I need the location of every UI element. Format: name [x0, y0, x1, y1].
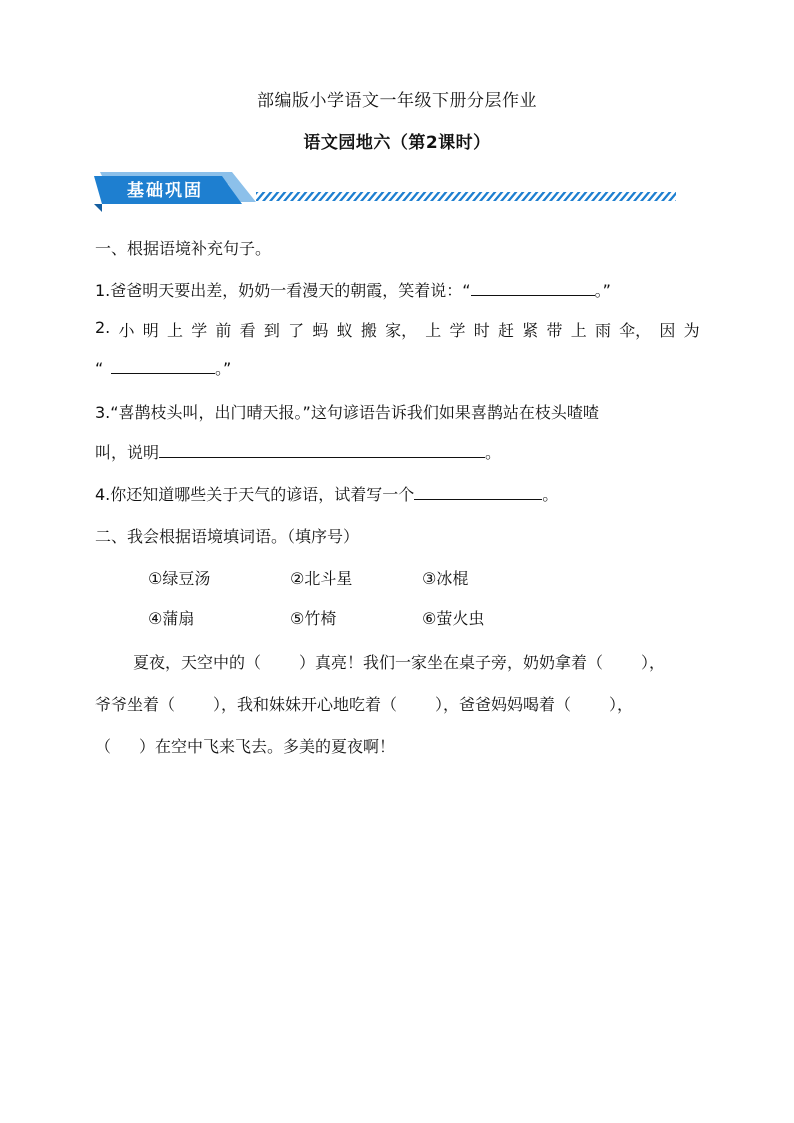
- question-2-char: 赶: [498, 321, 515, 340]
- question-4-end: 。: [542, 485, 559, 504]
- passage-text: ），爸爸妈妈喝着（: [435, 695, 572, 714]
- question-4: [95, 482, 558, 505]
- question-2-char: 雨: [594, 321, 611, 340]
- section2-heading: 二、我会根据语境填词语。（填序号）: [95, 527, 360, 546]
- answer-blank-1[interactable]: [471, 281, 595, 296]
- passage-text: ）真亮！我们一家坐在桌子旁，奶奶拿着（: [299, 653, 604, 672]
- question-2-line1: [95, 318, 700, 341]
- question-3-end: 。: [485, 443, 502, 462]
- option-6: ⑥萤火虫: [422, 609, 485, 628]
- document-header: 部编版小学语文一年级下册分层作业: [257, 91, 537, 111]
- question-2-char: 带: [546, 321, 563, 340]
- option-3: ③冰棍: [422, 569, 469, 588]
- question-2-char: 到: [263, 321, 280, 340]
- passage-line-3: [95, 734, 395, 757]
- open-quote: “: [95, 359, 104, 378]
- question-3-prefix: 叫，说明: [95, 443, 160, 462]
- question-4-text: 4.你还知道哪些关于天气的谚语，试着写一个: [95, 485, 415, 504]
- question-2-char: 上: [166, 321, 183, 340]
- lesson-title: 语文园地六（第2课时）: [303, 133, 491, 153]
- passage-text: ），: [641, 653, 666, 672]
- question-2-char: 2.: [95, 318, 111, 337]
- question-2-char: 上: [425, 321, 442, 340]
- question-2-char: 学: [191, 321, 208, 340]
- question-2-char: 小: [118, 321, 135, 340]
- passage-line-1: [133, 650, 665, 673]
- passage-text: ），: [609, 695, 634, 714]
- question-2-char: 看: [239, 321, 256, 340]
- passage-text: 夏夜，天空中的（: [133, 653, 262, 672]
- option-4: ④蒲扇: [148, 609, 195, 628]
- question-2-char: 学: [449, 321, 466, 340]
- section-banner: [92, 170, 682, 214]
- question-1: [95, 278, 611, 301]
- passage-line-2: [95, 692, 633, 715]
- question-1-text: 1.爸爸明天要出差，奶奶一看漫天的朝霞，笑着说：“: [95, 281, 471, 300]
- section1-heading: 一、根据语境补充句子。: [95, 239, 272, 258]
- question-2-char: 时: [473, 321, 490, 340]
- question-3-line2: [95, 440, 501, 463]
- question-2-char: 因: [659, 321, 676, 340]
- question-2-char: 前: [215, 321, 232, 340]
- question-3-line1: 3.“喜鹊枝头叫，出门晴天报。”这句谚语告诉我们如果喜鹊站在枝头喳喳: [95, 403, 599, 422]
- passage-text: ）在空中飞来飞去。多美的夏夜啊！: [139, 737, 396, 756]
- answer-blank-4[interactable]: [414, 485, 542, 500]
- close-quote: 。”: [215, 359, 232, 378]
- answer-blank-2[interactable]: [111, 359, 215, 374]
- question-2-char: 明: [142, 321, 159, 340]
- option-1: ①绿豆汤: [148, 569, 211, 588]
- question-2-char: 家，: [385, 321, 418, 340]
- question-2-char: 紧: [522, 321, 539, 340]
- question-2-char: 上: [570, 321, 587, 340]
- question-2-char: 蚂: [312, 321, 329, 340]
- question-2-line2: [95, 356, 231, 379]
- option-2: ②北斗星: [290, 569, 353, 588]
- answer-blank-3[interactable]: [159, 443, 485, 458]
- question-1-end: 。”: [594, 281, 611, 300]
- passage-text: ），我和妹妹开心地吃着（: [213, 695, 398, 714]
- banner-label: 基础巩固: [127, 181, 203, 201]
- question-2-char: 了: [288, 321, 305, 340]
- question-2-char: 搬: [360, 321, 377, 340]
- passage-text: 爷爷坐着（: [95, 695, 176, 714]
- passage-text: （: [95, 737, 112, 756]
- question-2-char: 蚁: [336, 321, 353, 340]
- question-2-char: 伞，: [619, 321, 652, 340]
- question-2-char: 为: [683, 321, 700, 340]
- option-5: ⑤竹椅: [290, 609, 337, 628]
